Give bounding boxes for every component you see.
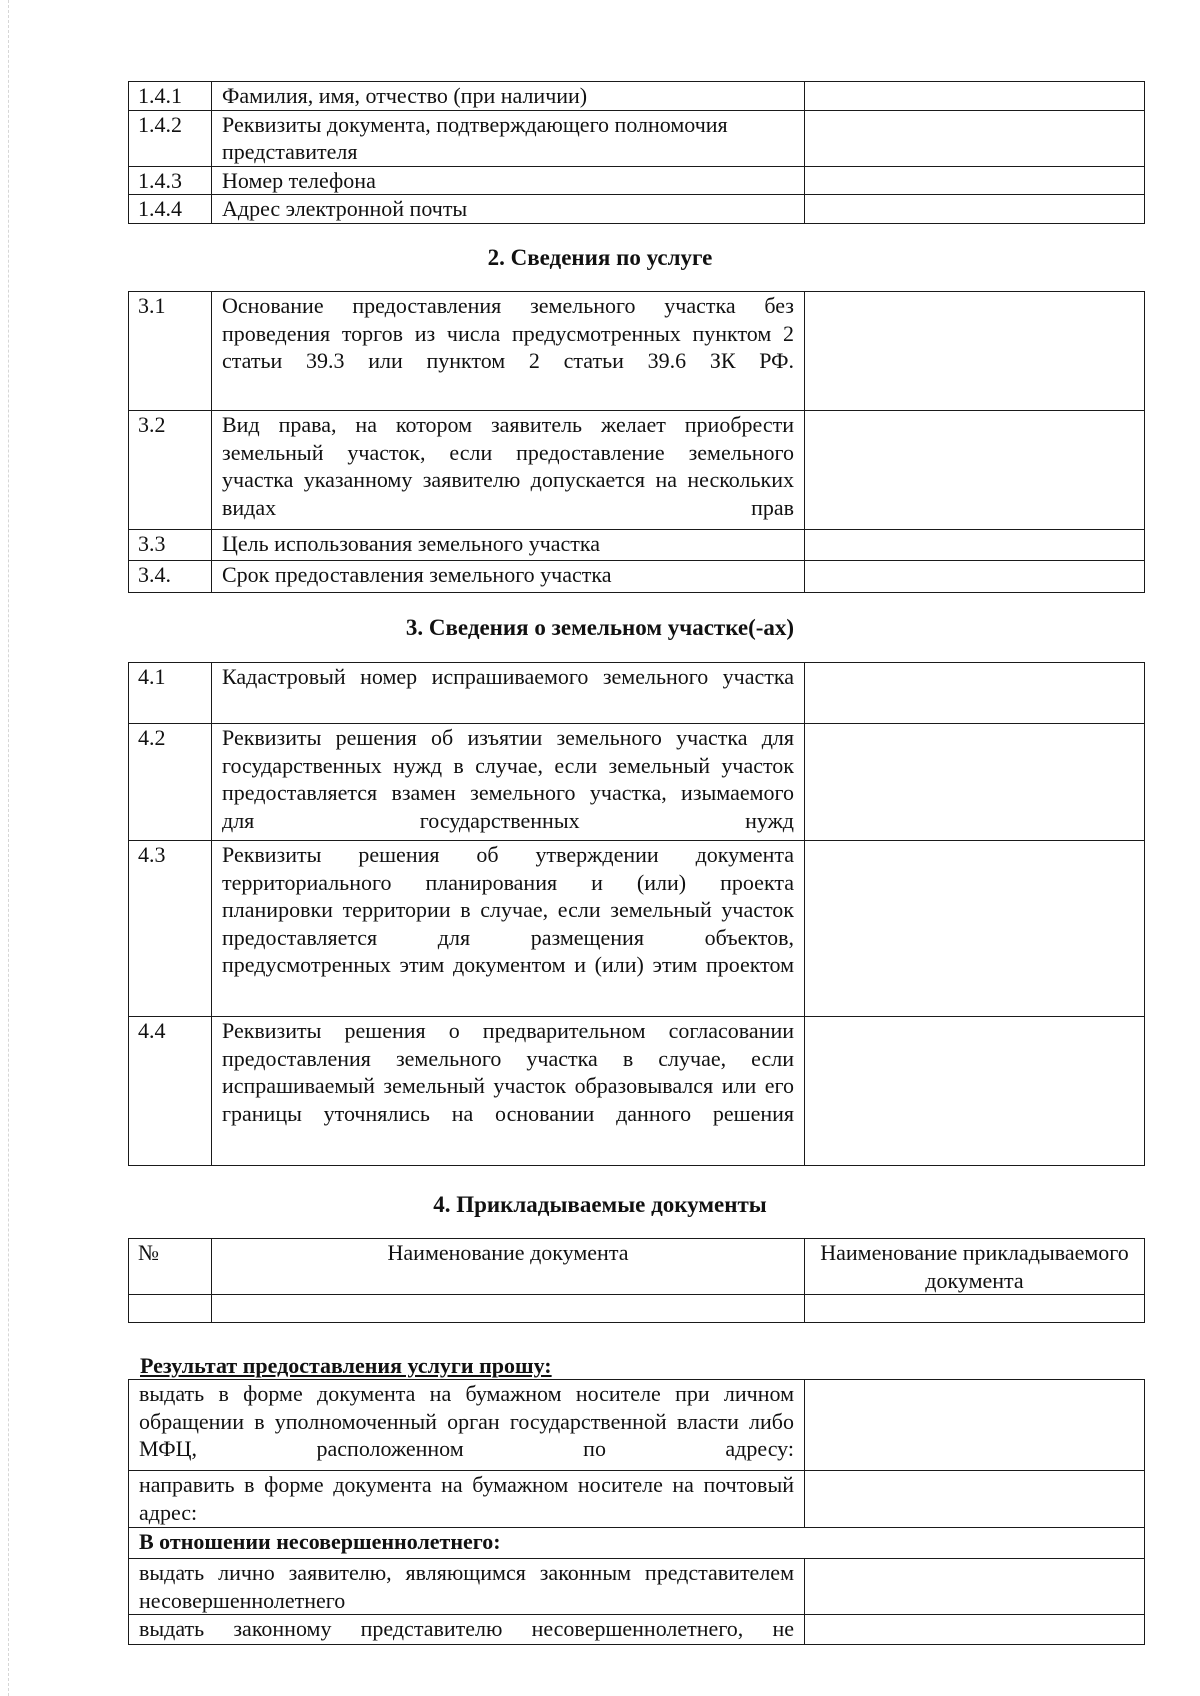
result-option: направить в форме документа на бумажном носителе на почтовый адрес: <box>129 1471 805 1528</box>
table-row <box>129 841 1145 1017</box>
value-cell[interactable] <box>805 195 1145 224</box>
result-option: выдать законному представителю несовершеннолетнего, не <box>129 1615 805 1645</box>
table-row <box>129 1559 1145 1615</box>
table-row <box>129 1295 1145 1323</box>
row-number: 4.3 <box>129 841 212 1017</box>
value-cell[interactable] <box>805 411 1145 530</box>
row-number: 1.4.2 <box>129 110 212 166</box>
option-mark-cell[interactable] <box>805 1615 1145 1645</box>
service-info-table <box>128 291 1145 593</box>
attached-documents-table <box>128 1238 1145 1323</box>
applicant-representative-table <box>128 81 1145 224</box>
table-row <box>129 82 1145 111</box>
value-cell[interactable] <box>805 530 1145 561</box>
table-row <box>129 1528 1145 1559</box>
row-label: Кадастровый номер испрашиваемого земельного участка <box>212 663 805 724</box>
section-4-heading: 4. Прикладываемые документы <box>433 1192 767 1217</box>
value-cell[interactable] <box>805 841 1145 1017</box>
table-row <box>129 724 1145 841</box>
minor-heading: В отношении несовершеннолетнего: <box>129 1528 1145 1559</box>
value-cell[interactable] <box>212 1295 805 1323</box>
table-row <box>129 166 1145 195</box>
value-cell[interactable] <box>805 110 1145 166</box>
row-number: 1.4.1 <box>129 82 212 111</box>
value-cell[interactable] <box>805 82 1145 111</box>
row-label: Фамилия, имя, отчество (при наличии) <box>212 82 805 111</box>
option-mark-cell[interactable] <box>805 1559 1145 1615</box>
row-label: Номер телефона <box>212 166 805 195</box>
table-row <box>129 561 1145 593</box>
row-label: Адрес электронной почты <box>212 195 805 224</box>
row-number: 3.2 <box>129 411 212 530</box>
table-row <box>129 1017 1145 1166</box>
result-option: выдать лично заявителю, являющимся законным представителем несовершеннолетнего <box>129 1559 805 1615</box>
option-mark-cell[interactable] <box>805 1471 1145 1528</box>
table-row <box>129 1471 1145 1528</box>
table-row <box>129 411 1145 530</box>
row-number: 4.1 <box>129 663 212 724</box>
table-row <box>129 195 1145 224</box>
row-label: Основание предоставления земельного участка без проведения торгов из числа предусмотренных пунктом 2 статьи 39.3 или пунктом 2 статьи 39.6 ЗК РФ. <box>212 292 805 411</box>
row-label: Реквизиты решения об утверждении документа территориального планирования и (или) проекта планировки территории в случае, если земельный участок предоставляется для размещения объектов, предусмотренных этим документом и (или) этим проектом <box>212 841 805 1017</box>
value-cell[interactable] <box>805 1017 1145 1166</box>
table-header-row <box>129 1239 1145 1295</box>
column-header-document-name: Наименование документа <box>212 1239 805 1295</box>
land-plot-table <box>128 662 1145 1166</box>
row-number: 3.3 <box>129 530 212 561</box>
row-label: Реквизиты решения о предварительном согласовании предоставления земельного участка в случае, если испрашиваемый земельный участок образовывался или его границы уточнялись на основании данного решения <box>212 1017 805 1166</box>
result-heading: Результат предоставления услуги прошу: <box>140 1353 552 1378</box>
column-header-attached-document-name: Наименование прикладываемого документа <box>805 1239 1145 1295</box>
row-number: 1.4.4 <box>129 195 212 224</box>
value-cell[interactable] <box>805 1295 1145 1323</box>
row-label: Вид права, на котором заявитель желает приобрести земельный участок, если предоставление земельного участка указанному заявителю допускается на нескольких видах прав <box>212 411 805 530</box>
result-options-table <box>128 1379 1145 1645</box>
value-cell[interactable] <box>805 724 1145 841</box>
row-number: 4.2 <box>129 724 212 841</box>
option-mark-cell[interactable] <box>805 1380 1145 1471</box>
value-cell[interactable] <box>805 166 1145 195</box>
result-option: выдать в форме документа на бумажном носителе при личном обращении в уполномоченный орган государственной власти либо МФЦ, расположенном по адресу: <box>129 1380 805 1471</box>
value-cell[interactable] <box>805 292 1145 411</box>
table-row <box>129 663 1145 724</box>
row-number: 3.4. <box>129 561 212 593</box>
row-label: Цель использования земельного участка <box>212 530 805 561</box>
value-cell[interactable] <box>129 1295 212 1323</box>
column-header-number: № <box>129 1239 212 1295</box>
row-number: 4.4 <box>129 1017 212 1166</box>
table-row <box>129 292 1145 411</box>
section-3-heading: 3. Сведения о земельном участке(-ах) <box>405 615 795 640</box>
row-label: Срок предоставления земельного участка <box>212 561 805 593</box>
table-row <box>129 110 1145 166</box>
row-number: 1.4.3 <box>129 166 212 195</box>
row-number: 3.1 <box>129 292 212 411</box>
table-row <box>129 1380 1145 1471</box>
value-cell[interactable] <box>805 663 1145 724</box>
section-2-heading: 2. Сведения по услуге <box>487 245 713 270</box>
value-cell[interactable] <box>805 561 1145 593</box>
row-label: Реквизиты документа, подтверждающего полномочия представителя <box>212 110 805 166</box>
table-row <box>129 1615 1145 1645</box>
table-row <box>129 530 1145 561</box>
row-label: Реквизиты решения об изъятии земельного участка для государственных нужд в случае, если земельный участок предоставляется взамен земельного участка, изымаемого для государственных нужд <box>212 724 805 841</box>
